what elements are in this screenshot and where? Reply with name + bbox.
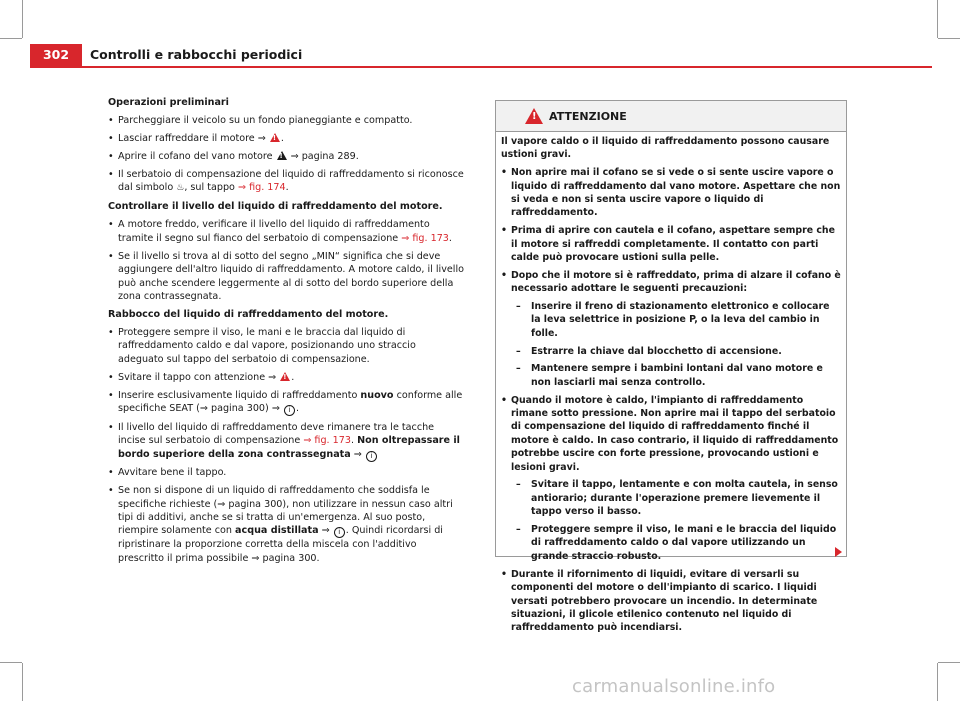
list-item [108,114,464,127]
list-item-text: A motore freddo, verificare il livello del liquido di raffreddamento tramite il segno sul fianco del serbatoio di compensazione [118,219,430,244]
section-heading: Rabbocco del liquido di raffreddamento del motore. [108,309,389,321]
warning-icon [280,372,290,381]
list-item-text: Svitare il tappo con attenzione ⇒ [118,371,277,383]
figure-reference[interactable]: ⇒ fig. 173 [401,232,449,244]
list-item-text: ⇒ [321,525,330,537]
page-reference[interactable]: ⇒ pagina 289. [290,151,359,162]
list-item-text: Se non si dispone di un liquido di raffreddamento che soddisfa le specifiche richieste (⇒ pagina 300), non utilizzare in nessun caso altri tipi di additivi, anche se si tratta di un'emergenza. Al suo posto, riempire solamente con [118,485,453,537]
list-item-text: Il serbatoio di compensazione del liquido di raffreddamento si riconosce dal simbolo [118,169,464,194]
emphasis: Non oltrepassare il bordo superiore della zona contrassegnata [118,435,460,460]
list-item-text: Non aprire mai il cofano se si vede o si sente uscire vapore o liquido di raffreddamento dal vano motore. Aspettare che non si veda e non si senta uscire vapore o liquido di raffreddamento. [511,167,841,219]
warning-title: ATTENZIONE [549,110,627,123]
note-icon: i [334,527,345,538]
figure-reference[interactable]: ⇒ fig. 173 [303,435,351,447]
figure-reference[interactable]: ⇒ fig. 174 [237,182,286,194]
list-item-text: . Quindi ricordarsi di ripristinare la proporzione corretta della miscela con l'additivo prescritto il prima possibile ⇒ pagina 300. [118,525,443,564]
list-item: • A motore freddo, verificare il livello del liquido di raffreddamento tramite il segno sul fianco del serbatoio di compensazione ⇒ fig. 173. [108,218,464,245]
header-rule [30,66,932,68]
note-icon: i [366,451,377,462]
coolant-icon: ♨ [176,183,185,194]
page-number: 302 [30,44,82,66]
watermark: carmanualsonline.info [572,676,776,697]
list-item-text: conforme alle specifiche SEAT (⇒ pagina 300) ⇒ [118,389,463,415]
section-heading: Controllare il livello del liquido di raffreddamento del motore. [108,201,443,213]
warning-header [496,101,846,132]
sub-list-item [501,362,842,389]
list-item-text: Quando il motore è caldo, l'impianto di raffreddamento rimane sotto pressione. Non aprire mai il tappo del serbatoio di compensazione del liquido di raffreddamento finché il motore è caldo. In caso contrario, il liquido di raffreddamento potrebbe uscire con forte pressione, provocando ustioni e lesioni gravi. [511,394,839,473]
list-item-text: Mantenere sempre i bambini lontani dal vano motore e non lasciarli mai senza controllo. [531,363,823,388]
list-item-text: , sul tappo [184,182,235,194]
list-item-text: ⇒ [353,448,362,460]
list-item-text: Svitare il tappo, lentamente e con molta cautela, in senso antiorario; durante l'operazione premere lievemente il tappo verso il basso. [531,479,838,518]
continue-arrow-icon [835,547,842,557]
crop-mark [22,0,23,38]
list-item [108,150,464,163]
warning-icon [525,108,543,124]
list-item-text: Inserire il freno di stazionamento elettronico e collocare la leva selettrice in posizione P, o la leva del cambio in folle. [531,301,830,339]
list-item-text: Parcheggiare il veicolo su un fondo pianeggiante e compatto. [118,115,413,126]
crop-mark [938,662,960,663]
list-item [108,326,464,366]
page-title: Controlli e rabbocchi periodici [90,47,303,62]
list-item: • Inserire esclusivamente liquido di raffreddamento nuovo conforme alle specifiche SEAT (⇒ pagina 300) ⇒ i . [108,389,464,416]
list-item-text: Proteggere sempre il viso, le mani e le braccia del liquido di raffreddamento caldo o dal vapore utilizzando un grande straccio robusto. [531,524,837,562]
crop-mark [938,38,960,39]
list-item-text: Inserire esclusivamente liquido di raffreddamento [118,389,358,401]
list-item-text: Durante il rifornimento di liquidi, evitare di versarli su componenti del motore o dell'impianto di scarico. I liquidi versati potrebbero provocare un incendio. In determinate situazioni, il glicole etilenico contenuto nel liquido di raffreddamento può incendiarsi. [511,568,818,634]
list-item-text: Avvitare bene il tappo. [118,467,227,479]
list-item [501,224,842,264]
sub-list-item [501,345,842,358]
list-item-text: Se il livello si trova al di sotto del segno „MIN“ significa che si deve aggiungere dell'altro liquido di raffreddamento. A motore caldo, il livello può anche scendere leggermente al di sotto del bordo superiore della zona contrassegnata. [118,250,464,303]
warning-icon [277,151,287,160]
sub-list-item [501,300,842,340]
warning-intro: Il vapore caldo o il liquido di raffreddamento possono causare ustioni gravi. [501,136,830,161]
warning-body [496,132,846,635]
list-item [501,394,842,474]
list-item-text: Il livello del liquido di raffreddamento deve rimanere tra le tacche incise sul serbatoio di compensazione [118,421,435,447]
list-item [108,250,464,304]
crop-mark [0,38,22,39]
list-item-text: Prima di aprire con cautela e il cofano, aspettare sempre che il motore si raffreddi completamente. Il contatto con parti calde può provocare ustioni sulla pelle. [511,225,835,264]
list-item-text: Proteggere sempre il viso, le mani e le braccia dal liquido di raffreddamento caldo e dal vapore, posizionando uno straccio adeguato sul tappo del serbatoio di compensazione. [118,327,416,365]
list-item: • Svitare il tappo con attenzione ⇒ ! . [108,371,464,384]
list-item: • Il serbatoio di compensazione del liquido di raffreddamento si riconosce dal simbolo ♨, sul tappo ⇒ fig. 174. [108,168,464,196]
warning-icon [270,133,280,142]
note-icon: i [284,405,295,416]
list-item [108,466,464,479]
left-column [108,96,464,570]
list-item: • Lasciar raffreddare il motore ⇒ ! . [108,132,464,145]
section-heading: Operazioni preliminari [108,97,229,108]
warning-box [495,100,847,634]
sub-list-item [501,478,842,518]
sub-list-item [501,523,842,563]
crop-mark [937,0,938,38]
list-item: • Il livello del liquido di raffreddamento deve rimanere tra le tacche incise sul serbatoio di compensazione ⇒ fig. 173. Non oltrepassare il bordo superiore della zona contrassegnata ⇒ i [108,421,464,462]
list-item-text: Dopo che il motore si è raffreddato, prima di alzare il cofano è necessario adottare le seguenti precauzioni: [511,269,841,295]
list-item [501,166,842,220]
emphasis: acqua distillata [235,525,319,537]
crop-mark [937,663,938,701]
list-item [108,484,464,565]
list-item-text: Lasciar raffreddare il motore ⇒ [118,133,266,144]
crop-mark [22,663,23,701]
list-item [501,269,842,296]
emphasis: nuovo [360,389,394,401]
list-item-text: Aprire il cofano del vano motore [118,151,273,162]
list-item [501,568,842,635]
list-item-text: Estrarre la chiave dal blocchetto di accensione. [531,345,782,357]
crop-mark [0,662,22,663]
